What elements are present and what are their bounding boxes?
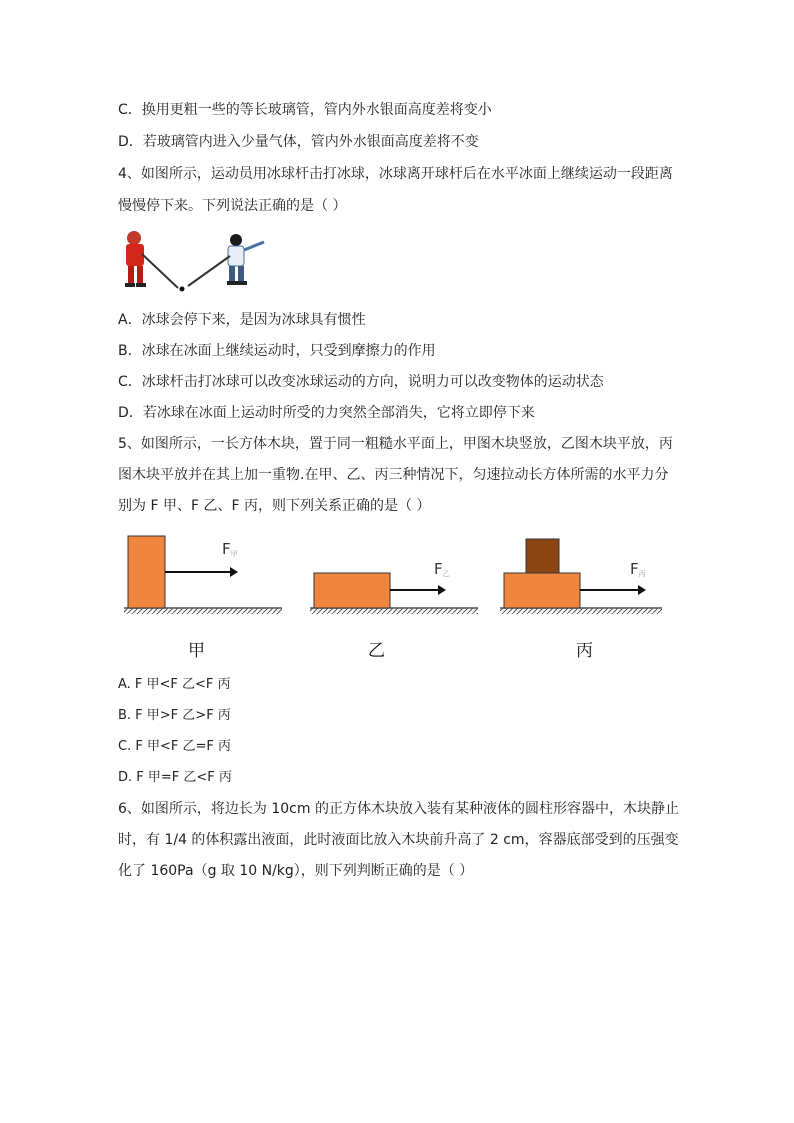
- q4-option-d: D．若冰球在冰面上运动时所受的力突然全部消失，它将立即停下来: [118, 405, 535, 421]
- q6-stem-line-3: 化了 160Pa（g 取 10 N/kg），则下列判断正确的是（ ）: [118, 863, 474, 879]
- q4-stem-line-1: 4、如图所示，运动员用冰球杆击打冰球，冰球离开球杆后在水平冰面上继续运动一段距离: [118, 166, 673, 182]
- q4-option-a: A．冰球会停下来，是因为冰球具有惯性: [118, 312, 366, 328]
- force-label-bing: F丙: [630, 560, 646, 578]
- force-label-jia: F甲: [222, 540, 238, 558]
- q4-option-b: B．冰球在冰面上继续运动时，只受到摩擦力的作用: [118, 343, 436, 359]
- q5-option-d: D. F 甲=F 乙<F 丙: [118, 770, 232, 785]
- q6-stem-line-2: 时，有 1/4 的体积露出液面，此时液面比放入木块前升高了 2 cm，容器底部受到的压强变: [118, 832, 679, 848]
- q3-option-d: D．若玻璃管内进入少量气体，管内外水银面高度差将不变: [118, 134, 479, 150]
- label-yi: 乙: [368, 641, 385, 661]
- diagram-jia: [124, 536, 282, 661]
- block-flat-with-weight: [504, 573, 580, 608]
- force-label-yi: F乙: [434, 560, 450, 578]
- hockey-players-illustration: [118, 226, 278, 294]
- block-upright: [128, 536, 165, 608]
- q6-stem-line-1: 6、如图所示，将边长为 10cm 的正方体木块放入装有某种液体的圆柱形容器中，木块静止: [118, 801, 679, 817]
- diagram-bing: [500, 539, 662, 661]
- block-flat: [314, 573, 390, 608]
- q4-option-c: C．冰球杆击打冰球可以改变冰球运动的方向，说明力可以改变物体的运动状态: [118, 374, 604, 390]
- q5-option-b: B. F 甲>F 乙>F 丙: [118, 708, 231, 723]
- q3-option-c: C．换用更粗一些的等长玻璃管，管内外水银面高度差将变小: [118, 102, 492, 118]
- label-bing: 丙: [576, 641, 593, 661]
- q5-stem-line-2: 图木块平放并在其上加一重物.在甲、乙、丙三种情况下，匀速拉动长方体所需的水平力分: [118, 467, 669, 483]
- q5-option-c: C. F 甲<F 乙=F 丙: [118, 739, 231, 754]
- diagram-yi: [310, 560, 478, 661]
- weight-block: [526, 539, 559, 573]
- red-player-figure: [125, 231, 178, 288]
- q5-option-a: A. F 甲<F 乙<F 丙: [118, 677, 231, 692]
- friction-blocks-figure: [118, 528, 668, 668]
- q4-stem-line-2: 慢慢停下来。下列说法正确的是（ ）: [118, 198, 347, 214]
- q5-stem-line-3: 别为 F 甲、F 乙、F 丙，则下列关系正确的是（ ）: [118, 498, 431, 514]
- label-jia: 甲: [188, 641, 205, 661]
- q5-stem-line-1: 5、如图所示，一长方体木块，置于同一粗糙水平面上，甲图木块竖放，乙图木块平放，丙: [118, 436, 673, 452]
- white-player-figure: [188, 234, 264, 286]
- puck: [180, 287, 185, 292]
